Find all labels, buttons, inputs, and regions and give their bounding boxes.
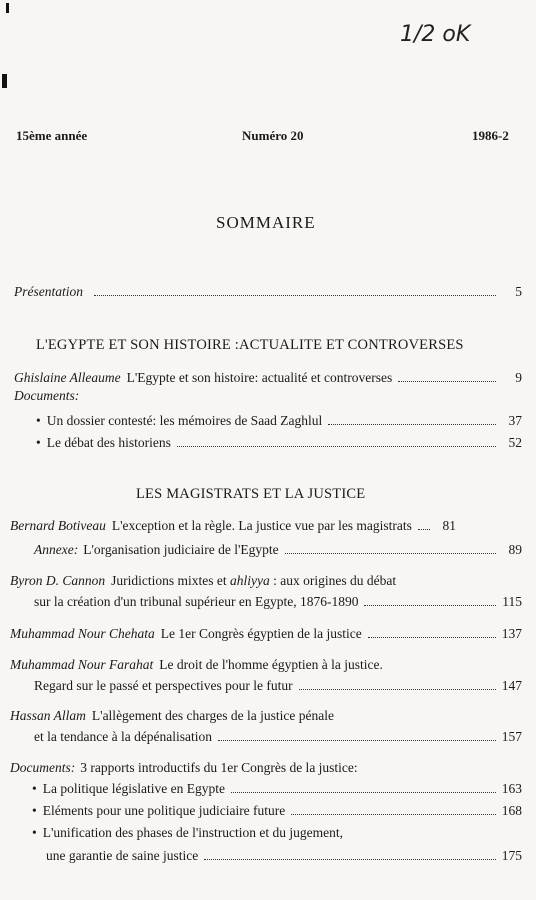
documents-label: Documents: [10, 760, 76, 775]
bullet: • [36, 413, 41, 428]
entry-author: Muhammad Nour Chehata [10, 626, 155, 641]
entry-title: une garantie de saine justice [46, 848, 199, 863]
entry-title: et la tendance à la dépénalisation [34, 729, 213, 744]
page-number: 157 [501, 729, 522, 744]
leader-dots [285, 553, 496, 554]
toc-entry [34, 729, 522, 745]
entry-title-italic: ahliyya [230, 573, 270, 588]
section-heading: L'EGYPTE ET SON HISTOIRE :ACTUALITE ET CONTROVERSES [36, 337, 464, 353]
documents-intro-text: 3 rapports introductifs du 1er Congrès de la justice: [80, 760, 358, 775]
toc-entry-line [10, 573, 396, 589]
entry-author: Bernard Botiveau [10, 518, 106, 533]
leader-dots [177, 446, 496, 447]
leader-dots [328, 424, 496, 425]
handwritten-note: 1/2 oK [400, 22, 471, 47]
toc-entry-line [10, 657, 383, 673]
toc-entry [10, 626, 522, 642]
toc-entry [14, 370, 522, 386]
toc-entry [36, 435, 522, 451]
section-heading: LES MAGISTRATS ET LA JUSTICE [136, 486, 366, 502]
page-number: 168 [501, 803, 522, 818]
entry-title: Juridictions mixtes et [111, 573, 230, 588]
annex-label: Annexe: [34, 542, 79, 557]
page-number: 163 [501, 781, 522, 796]
page-number: 52 [508, 435, 522, 450]
leader-dots [231, 792, 496, 793]
toc-entry [36, 413, 522, 429]
entry-title: L'exception et la règle. La justice vue par les magistrats [111, 518, 412, 533]
bullet: • [36, 435, 41, 450]
bullet: • [32, 781, 37, 796]
toc-entry [46, 848, 522, 864]
page-number: 5 [515, 284, 522, 299]
leader-dots [418, 529, 430, 530]
toc-entry [32, 781, 522, 797]
toc-entry-presentation [14, 284, 522, 300]
leader-dots [94, 295, 496, 296]
entry-title: Eléments pour une politique judiciaire future [42, 803, 286, 818]
bullet: • [32, 803, 37, 818]
entry-title: La politique législative en Egypte [42, 781, 225, 796]
entry-title: L'organisation judiciaire de l'Egypte [83, 542, 279, 557]
leader-dots [364, 605, 496, 606]
entry-title: Regard sur le passé et perspectives pour le futur [34, 678, 293, 693]
page-number: 137 [501, 626, 522, 641]
page-number: 147 [501, 678, 522, 693]
toc-entry-annex [34, 542, 522, 558]
entry-title: Le 1er Congrès égyptien de la justice [160, 626, 362, 641]
entry-title: : aux origines du débat [269, 573, 397, 588]
entry-title: L'allègement des charges de la justice pénale [91, 708, 334, 723]
entry-author: Hassan Allam [10, 708, 86, 723]
toc-entry [34, 678, 522, 694]
scan-mark [2, 74, 7, 88]
header-number: Numéro 20 [242, 128, 304, 143]
documents-label: Documents: [14, 388, 80, 403]
page-number: 37 [508, 413, 522, 428]
header-year: 15ème année [16, 128, 88, 143]
leader-dots [291, 814, 495, 815]
entry-author: Byron D. Cannon [10, 573, 106, 588]
toc-entry [32, 803, 522, 819]
entry-title: sur la création d'un tribunal supérieur en Egypte, 1876-1890 [34, 594, 359, 609]
leader-dots [299, 689, 496, 690]
entry-title: L'unification des phases de l'instruction et du jugement, [42, 825, 344, 840]
entry-author: Ghislaine Alleaume [14, 370, 121, 385]
toc-entry [34, 594, 522, 610]
scan-mark [6, 3, 9, 13]
toc-entry-line [32, 825, 343, 841]
page-number: 9 [515, 370, 522, 385]
entry-title: L'Egypte et son histoire: actualité et controverses [126, 370, 393, 385]
header-date: 1986-2 [472, 128, 509, 143]
bullet: • [32, 825, 37, 840]
leader-dots [398, 381, 496, 382]
toc-entry-line [10, 708, 334, 724]
leader-dots [368, 637, 496, 638]
documents-intro [10, 760, 358, 776]
leader-dots [204, 859, 496, 860]
toc-entry [10, 518, 522, 534]
leader-dots [218, 740, 496, 741]
entry-label: Présentation [14, 284, 83, 299]
entry-title: Un dossier contesté: les mémoires de Saad Zaghlul [46, 413, 323, 428]
entry-author: Muhammad Nour Farahat [10, 657, 154, 672]
page-number: 89 [508, 542, 522, 557]
entry-title: Le droit de l'homme égyptien à la justice. [159, 657, 383, 672]
page-number: 175 [501, 848, 522, 863]
entry-title: Le débat des historiens [46, 435, 171, 450]
page-title: SOMMAIRE [216, 213, 316, 232]
page-number: 81 [442, 518, 456, 533]
page-number: 115 [502, 594, 522, 609]
